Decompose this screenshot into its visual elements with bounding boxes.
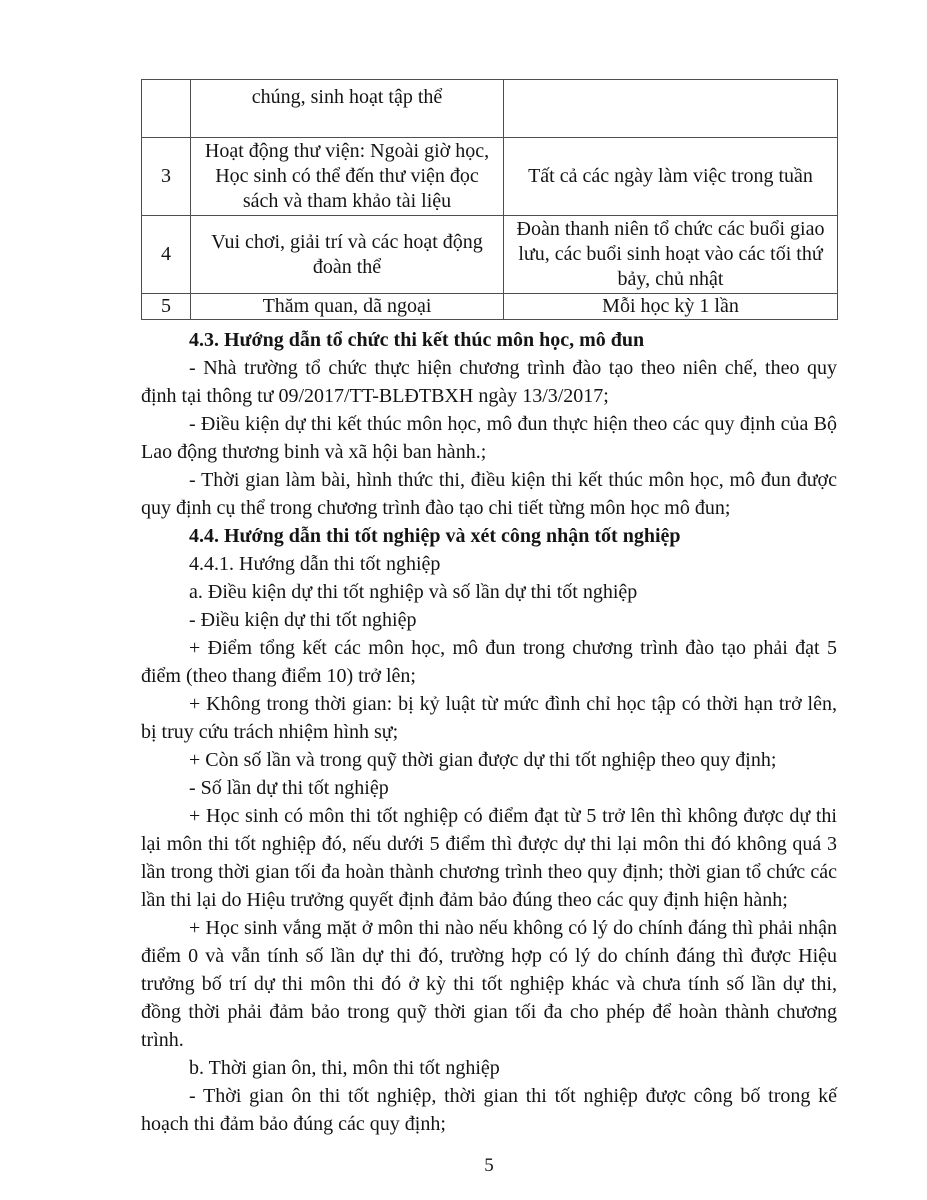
schedule-table <box>141 79 838 320</box>
para-so-lan-du-thi: - Số lần dự thi tốt nghiệp <box>189 777 389 799</box>
schedule-table-body <box>142 80 838 320</box>
document-content <box>141 0 837 1180</box>
heading-4-4-1: 4.4.1. Hướng dẫn thi tốt nghiệp <box>189 553 441 575</box>
page-number: 5 <box>484 1155 494 1176</box>
table-row <box>142 216 838 294</box>
para-con-so-lan: + Còn số lần và trong quỹ thời gian được dự thi tốt nghiệp theo quy định; <box>189 749 777 771</box>
time-cell: Tất cả các ngày làm việc trong tuần <box>504 138 838 216</box>
para-a-dieu-kien-va-so-lan: a. Điều kiện dự thi tốt nghiệp và số lần dự thi tốt nghiệp <box>189 581 638 603</box>
row-number-cell: 3 <box>142 138 191 216</box>
para-hoc-sinh-co-mon-thi: + Học sinh có môn thi tốt nghiệp có điểm đạt từ 5 trở lên thì không được dự thi lại môn thi tốt nghiệp đó, nếu dưới 5 điểm thì được dự thi lại môn thi đó không quá 3 lần trong thời gian tối đa hoàn thành chương trình theo quy định; thời gian tổ chức các lần thi lại do Hiệu trưởng quyết định đảm bảo đúng theo các quy định hiện hành; <box>141 805 837 911</box>
table-row <box>142 138 838 216</box>
row-number-cell <box>142 80 191 138</box>
para-diem-tong-ket: + Điểm tổng kết các môn học, mô đun trong chương trình đào tạo phải đạt 5 điểm (theo thang điểm 10) trở lên; <box>141 637 837 687</box>
activity-cell: chúng, sinh hoạt tập thể <box>191 80 504 138</box>
time-cell: Mỗi học kỳ 1 lần <box>504 294 838 320</box>
para-thoi-gian-on-thi-tot-nghiep: - Thời gian ôn thi tốt nghiệp, thời gian thi tốt nghiệp được công bố trong kế hoạch thi đảm bảo đúng các quy định; <box>141 1085 837 1135</box>
heading-4-4: 4.4. Hướng dẫn thi tốt nghiệp và xét công nhận tốt nghiệp <box>189 525 681 547</box>
activity-cell: Thăm quan, dã ngoại <box>191 294 504 320</box>
heading-4-3: 4.3. Hướng dẫn tổ chức thi kết thúc môn học, mô đun <box>189 329 645 351</box>
table-row <box>142 80 838 138</box>
row-number-cell: 5 <box>142 294 191 320</box>
para-dieu-kien-du-thi-ket-thuc: - Điều kiện dự thi kết thúc môn học, mô đun thực hiện theo các quy định của Bộ Lao động thương binh và xã hội ban hành.; <box>141 413 837 463</box>
activity-cell: Hoạt động thư viện: Ngoài giờ học, Học sinh có thể đến thư viện đọc sách và tham khảo tài liệu <box>191 138 504 216</box>
row-number-cell: 4 <box>142 216 191 294</box>
para-nien-che: - Nhà trường tổ chức thực hiện chương trình đào tạo theo niên chế, theo quy định tại thông tư 09/2017/TT-BLĐTBXH ngày 13/3/2017; <box>141 357 837 407</box>
para-dieu-kien-du-thi-tot-nghiep: - Điều kiện dự thi tốt nghiệp <box>189 609 417 631</box>
para-thoi-gian-lam-bai: - Thời gian làm bài, hình thức thi, điều kiện thi kết thúc môn học, mô đun được quy định cụ thể trong chương trình đào tạo chi tiết từng môn học mô đun; <box>141 469 837 519</box>
activity-cell: Vui chơi, giải trí và các hoạt động đoàn thể <box>191 216 504 294</box>
document-body <box>141 326 837 1138</box>
para-b-thoi-gian-on-thi: b. Thời gian ôn, thi, môn thi tốt nghiệp <box>189 1057 500 1079</box>
para-khong-trong-thoi-gian: + Không trong thời gian: bị kỷ luật từ mức đình chỉ học tập có thời hạn trở lên, bị truy cứu trách nhiệm hình sự; <box>141 693 837 743</box>
para-hoc-sinh-vang-mat: + Học sinh vắng mặt ở môn thi nào nếu không có lý do chính đáng thì phải nhận điểm 0 và vẫn tính số lần dự thi đó, trường hợp có lý do chính đáng thì được Hiệu trưởng bố trí dự thi môn thi đó ở kỳ thi tốt nghiệp khác và chưa tính số lần dự thi, đồng thời phải đảm bảo trong quỹ thời gian tối đa cho phép để hoàn thành chương trình. <box>141 917 837 1051</box>
time-cell: Đoàn thanh niên tổ chức các buổi giao lưu, các buổi sinh hoạt vào các tối thứ bảy, chủ nhật <box>504 216 838 294</box>
time-cell <box>504 80 838 138</box>
table-row <box>142 294 838 320</box>
